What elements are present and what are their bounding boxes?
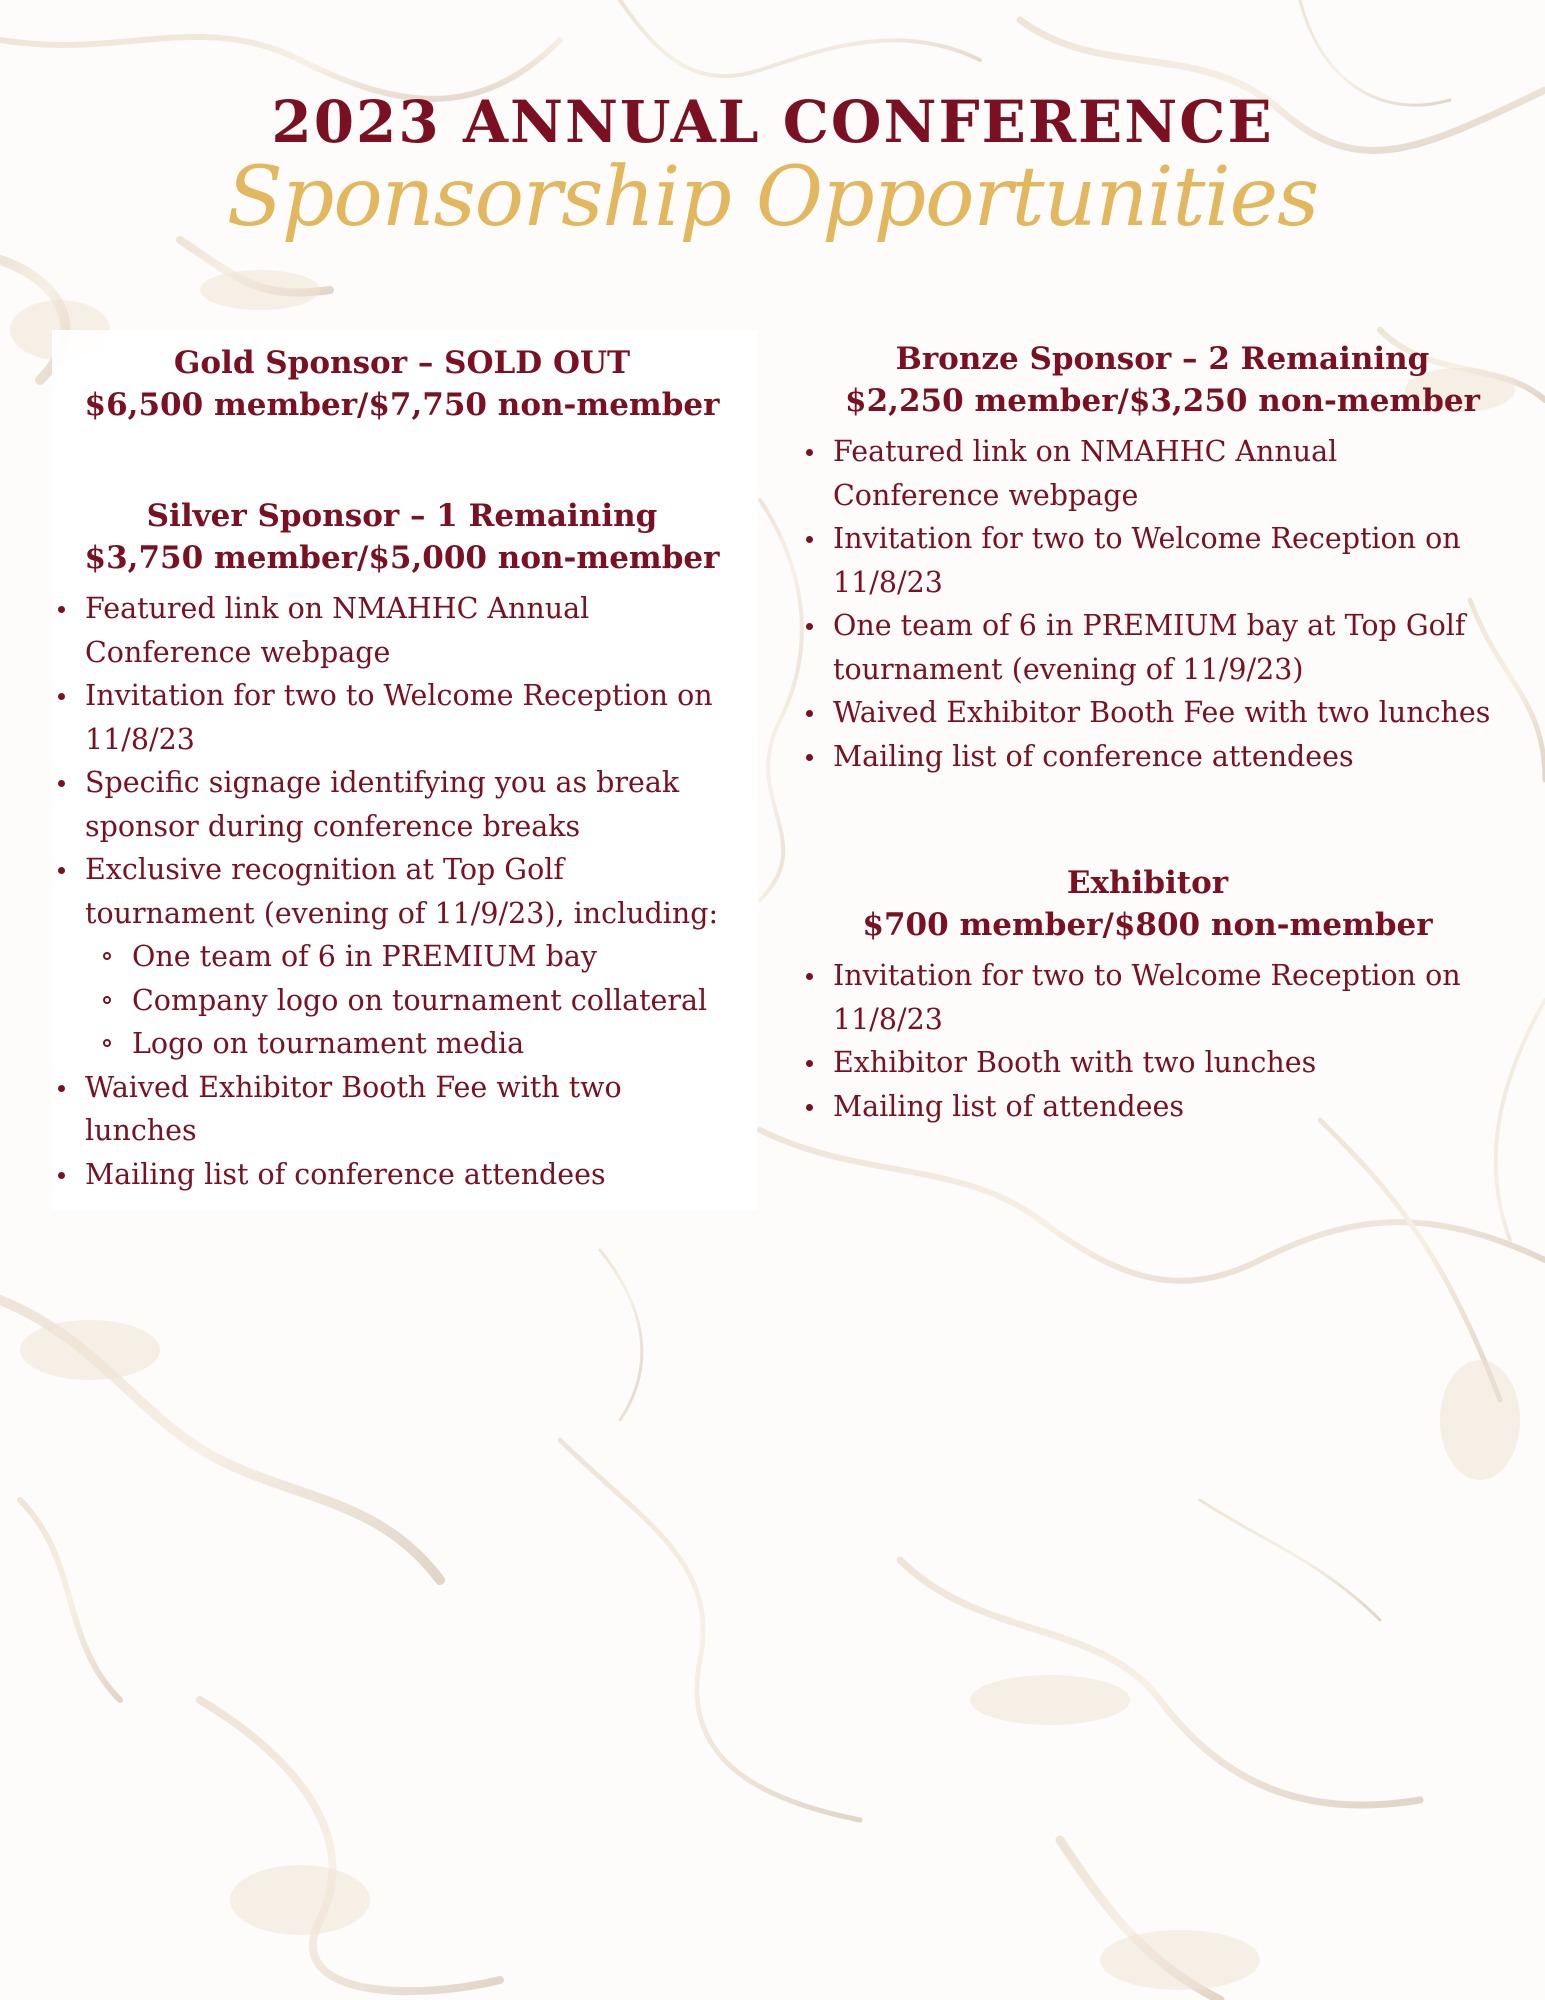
list-item-line: tournament (evening of 11/9/23) (833, 652, 1304, 686)
list-item (833, 735, 1530, 779)
list-item-line: sponsor during conference breaks (85, 809, 581, 843)
bronze-benefits-list (800, 430, 1530, 778)
bronze-sponsor-heading: Bronze Sponsor – 2 Remaining (895, 341, 1430, 377)
list-item (85, 587, 782, 674)
list-item-line: Featured link on NMAHHC Annual (833, 435, 1338, 468)
bronze-sponsor-price: $2,250 member/$3,250 non-member (845, 383, 1480, 419)
list-item-line: Conference webpage (833, 478, 1139, 512)
list-item (85, 674, 782, 761)
list-item (833, 1041, 1530, 1085)
exhibitor-benefits-list (800, 954, 1530, 1128)
list-item-line: Mailing list of attendees (833, 1089, 1185, 1123)
bullet-icon (806, 754, 813, 761)
bullet-icon (806, 1060, 813, 1067)
list-item-line: Invitation for two to Welcome Reception on (85, 679, 713, 712)
list-item-line: 11/8/23 (833, 1002, 943, 1036)
bullet-icon (58, 693, 65, 700)
top-golf-sublist (85, 935, 782, 1066)
bullet-icon (806, 1104, 813, 1111)
gold-sponsor-price: $6,500 member/$7,750 non-member (84, 387, 720, 423)
list-item (833, 691, 1530, 735)
list-item (85, 848, 782, 1066)
bullet-icon (58, 780, 65, 787)
list-item-line: One team of 6 in PREMIUM bay at Top Golf (833, 609, 1466, 642)
bullet-icon (806, 623, 813, 630)
page-subtitle: Sponsorship Opportunities (226, 150, 1319, 245)
list-item-line: Specific signage identifying you as break (85, 766, 680, 799)
list-item-line: 11/8/23 (85, 722, 195, 756)
list-item-line: 11/8/23 (833, 565, 943, 599)
list-item (833, 954, 1530, 1041)
list-item-line: Waived Exhibitor Booth Fee with two lunches (833, 696, 1491, 729)
exhibitor-section (800, 862, 1530, 1128)
circle-bullet-icon (103, 952, 111, 960)
list-item (85, 1153, 782, 1197)
bullet-icon (806, 536, 813, 543)
list-item-line: lunches (85, 1114, 197, 1147)
page-title: 2023 ANNUAL CONFERENCE (271, 88, 1274, 156)
silver-benefits-list (52, 587, 782, 1196)
list-item-line: Invitation for two to Welcome Reception on (833, 522, 1461, 555)
sub-list-item-text: One team of 6 in PREMIUM bay (132, 940, 598, 973)
bullet-icon (806, 973, 813, 980)
list-item-line: Waived Exhibitor Booth Fee with two (85, 1070, 622, 1104)
gold-sponsor-heading: Gold Sponsor – SOLD OUT (173, 345, 631, 381)
list-item (833, 517, 1530, 604)
exhibitor-price: $700 member/$800 non-member (862, 907, 1433, 943)
sub-list-item-text: Company logo on tournament collateral (132, 983, 708, 1017)
list-item (833, 1085, 1530, 1129)
bullet-icon (58, 1172, 65, 1179)
list-item (85, 761, 782, 848)
exhibitor-heading: Exhibitor (1066, 865, 1229, 901)
gold-sponsor-section (52, 342, 752, 426)
circle-bullet-icon (103, 1039, 111, 1047)
bullet-icon (58, 1085, 65, 1092)
silver-sponsor-heading: Silver Sponsor – 1 Remaining (146, 498, 658, 534)
sub-list-item-text: Logo on tournament media (132, 1027, 525, 1060)
bullet-icon (806, 449, 813, 456)
list-item (85, 1066, 782, 1153)
list-item-line: Conference webpage (85, 635, 391, 669)
list-item-line: Featured link on NMAHHC Annual (85, 592, 590, 625)
list-item-line: Exclusive recognition at Top Golf (85, 853, 564, 886)
bullet-icon (58, 606, 65, 613)
sub-list-item (132, 935, 782, 979)
circle-bullet-icon (103, 996, 111, 1004)
silver-sponsor-section (52, 495, 782, 1196)
list-item-line: tournament (evening of 11/9/23), including: (85, 896, 719, 930)
sub-list-item (132, 1022, 782, 1066)
list-item (833, 430, 1530, 517)
silver-sponsor-price: $3,750 member/$5,000 non-member (84, 540, 720, 576)
list-item-line: Invitation for two to Welcome Reception on (833, 959, 1461, 992)
bronze-sponsor-section (800, 338, 1530, 778)
bullet-icon (806, 710, 813, 717)
list-item-line: Exhibitor Booth with two lunches (833, 1046, 1317, 1079)
list-item (833, 604, 1530, 691)
sub-list-item (132, 979, 782, 1023)
list-item-line: Mailing list of conference attendees (833, 739, 1354, 773)
list-item-line: Mailing list of conference attendees (85, 1157, 606, 1191)
bullet-icon (58, 867, 65, 874)
